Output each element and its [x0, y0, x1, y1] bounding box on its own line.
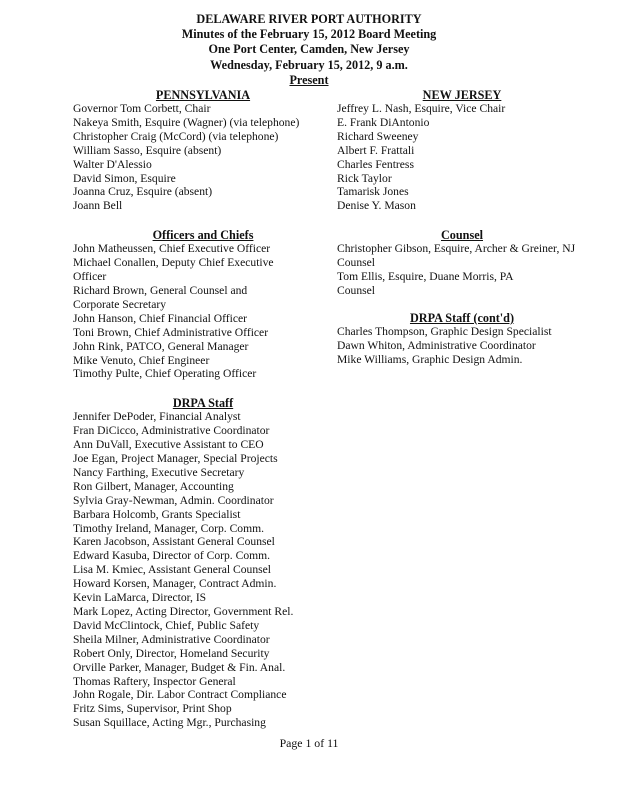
counsel-heading: Counsel [441, 228, 483, 243]
list-item: Timothy Ireland, Manager, Corp. Comm. [73, 521, 265, 535]
counsel-list [337, 242, 587, 298]
left-column [73, 88, 333, 730]
list-item: Mike Venuto, Chief Engineer [73, 353, 210, 367]
list-item: Karen Jacobson, Assistant General Counsel [73, 535, 275, 549]
drpa-staff-heading: DRPA Staff [172, 396, 234, 411]
list-item: Charles Thompson, Graphic Design Specialist [337, 324, 552, 338]
pennsylvania-heading: PENNSYLVANIA [155, 88, 251, 102]
list-item: Denise Y. Mason [337, 199, 416, 213]
list-item: William Sasso, Esquire (absent) [73, 143, 222, 157]
list-item: Sylvia Gray-Newman, Admin. Coordinator [73, 493, 274, 507]
list-item: Richard Sweeney [337, 129, 419, 143]
list-item: Michael Conallen, Deputy Chief Executive Officer [73, 256, 274, 284]
page-number: Page 1 of 11 [279, 736, 339, 750]
list-item: Jennifer DePoder, Financial Analyst [73, 410, 241, 424]
drpa-staff-list [73, 410, 333, 730]
list-item: John Rink, PATCO, General Manager [73, 339, 249, 353]
list-item: Joanna Cruz, Esquire (absent) [73, 185, 213, 199]
list-item: Edward Kasuba, Director of Corp. Comm. [73, 549, 271, 563]
list-item: Joe Egan, Project Manager, Special Projects [73, 452, 278, 466]
list-item: John Rogale, Dir. Labor Contract Compliance [73, 688, 287, 702]
list-item: Ron Gilbert, Manager, Accounting [73, 479, 234, 493]
list-item: E. Frank DiAntonio [337, 115, 430, 129]
list-item: Sheila Milner, Administrative Coordinator [73, 632, 270, 646]
list-item: Governor Tom Corbett, Chair [73, 102, 211, 115]
list-item: Nakeya Smith, Esquire (Wagner) (via telephone) [73, 115, 300, 129]
list-item: Tom Ellis, Esquire, Duane Morris, PA Counsel [337, 270, 513, 297]
drpa-staff-cont-list [337, 325, 587, 367]
meeting-datetime: Wednesday, February 15, 2012, 9 a.m. [210, 57, 408, 72]
list-item: David Simon, Esquire [73, 171, 176, 185]
list-item: Mike Williams, Graphic Design Admin. [337, 352, 523, 366]
meeting-title: Minutes of the February 15, 2012 Board Meeting [181, 27, 437, 42]
list-item: Susan Squillace, Acting Mgr., Purchasing [73, 716, 266, 730]
organization-title: DELAWARE RIVER PORT AUTHORITY [196, 12, 422, 26]
list-item: Albert F. Frattali [337, 143, 415, 157]
new-jersey-heading: NEW JERSEY [422, 88, 502, 102]
list-item: Ann DuVall, Executive Assistant to CEO [73, 438, 264, 452]
list-item: Orville Parker, Manager, Budget & Fin. Anal. [73, 660, 286, 674]
list-item: Lisa M. Kmiec, Assistant General Counsel [73, 563, 272, 577]
right-column [337, 88, 587, 367]
list-item: Fritz Sims, Supervisor, Print Shop [73, 702, 232, 716]
officers-heading: Officers and Chiefs [152, 228, 254, 243]
list-item: Timothy Pulte, Chief Operating Officer [73, 367, 257, 381]
new-jersey-list [337, 102, 587, 213]
list-item: John Hanson, Chief Financial Officer [73, 311, 247, 325]
officers-list [73, 242, 333, 381]
list-item: Rick Taylor [337, 171, 392, 185]
document-header [0, 12, 618, 88]
present-heading: Present [289, 72, 329, 87]
list-item: David McClintock, Chief, Public Safety [73, 618, 260, 632]
drpa-staff-cont-heading: DRPA Staff (cont'd) [409, 310, 515, 325]
list-item: Mark Lopez, Acting Director, Government Rel. [73, 605, 294, 618]
list-item: Barbara Holcomb, Grants Specialist [73, 507, 241, 521]
list-item: Nancy Farthing, Executive Secretary [73, 465, 245, 479]
list-item: Robert Only, Director, Homeland Security [73, 646, 270, 660]
meeting-location: One Port Center, Camden, New Jersey [208, 42, 410, 57]
list-item: Thomas Raftery, Inspector General [73, 674, 236, 688]
list-item: Howard Korsen, Manager, Contract Admin. [73, 577, 277, 591]
list-item: Joann Bell [73, 199, 123, 213]
list-item: Walter D'Alessio [73, 157, 152, 171]
list-item: Fran DiCicco, Administrative Coordinator [73, 424, 270, 438]
list-item: Dawn Whiton, Administrative Coordinator [337, 338, 536, 352]
list-item: Jeffrey L. Nash, Esquire, Vice Chair [337, 102, 506, 115]
list-item: John Matheussen, Chief Executive Officer [73, 242, 271, 256]
list-item: Charles Fentress [337, 157, 414, 171]
list-item: Toni Brown, Chief Administrative Officer [73, 325, 269, 339]
list-item: Christopher Craig (McCord) (via telephone) [73, 129, 279, 143]
list-item: Christopher Gibson, Esquire, Archer & Greiner, NJ Counsel [337, 242, 576, 270]
pennsylvania-list [73, 102, 333, 213]
list-item: Tamarisk Jones [337, 185, 409, 199]
list-item: Richard Brown, General Counsel and Corporate Secretary [73, 283, 248, 311]
list-item: Kevin LaMarca, Director, IS [73, 591, 207, 605]
